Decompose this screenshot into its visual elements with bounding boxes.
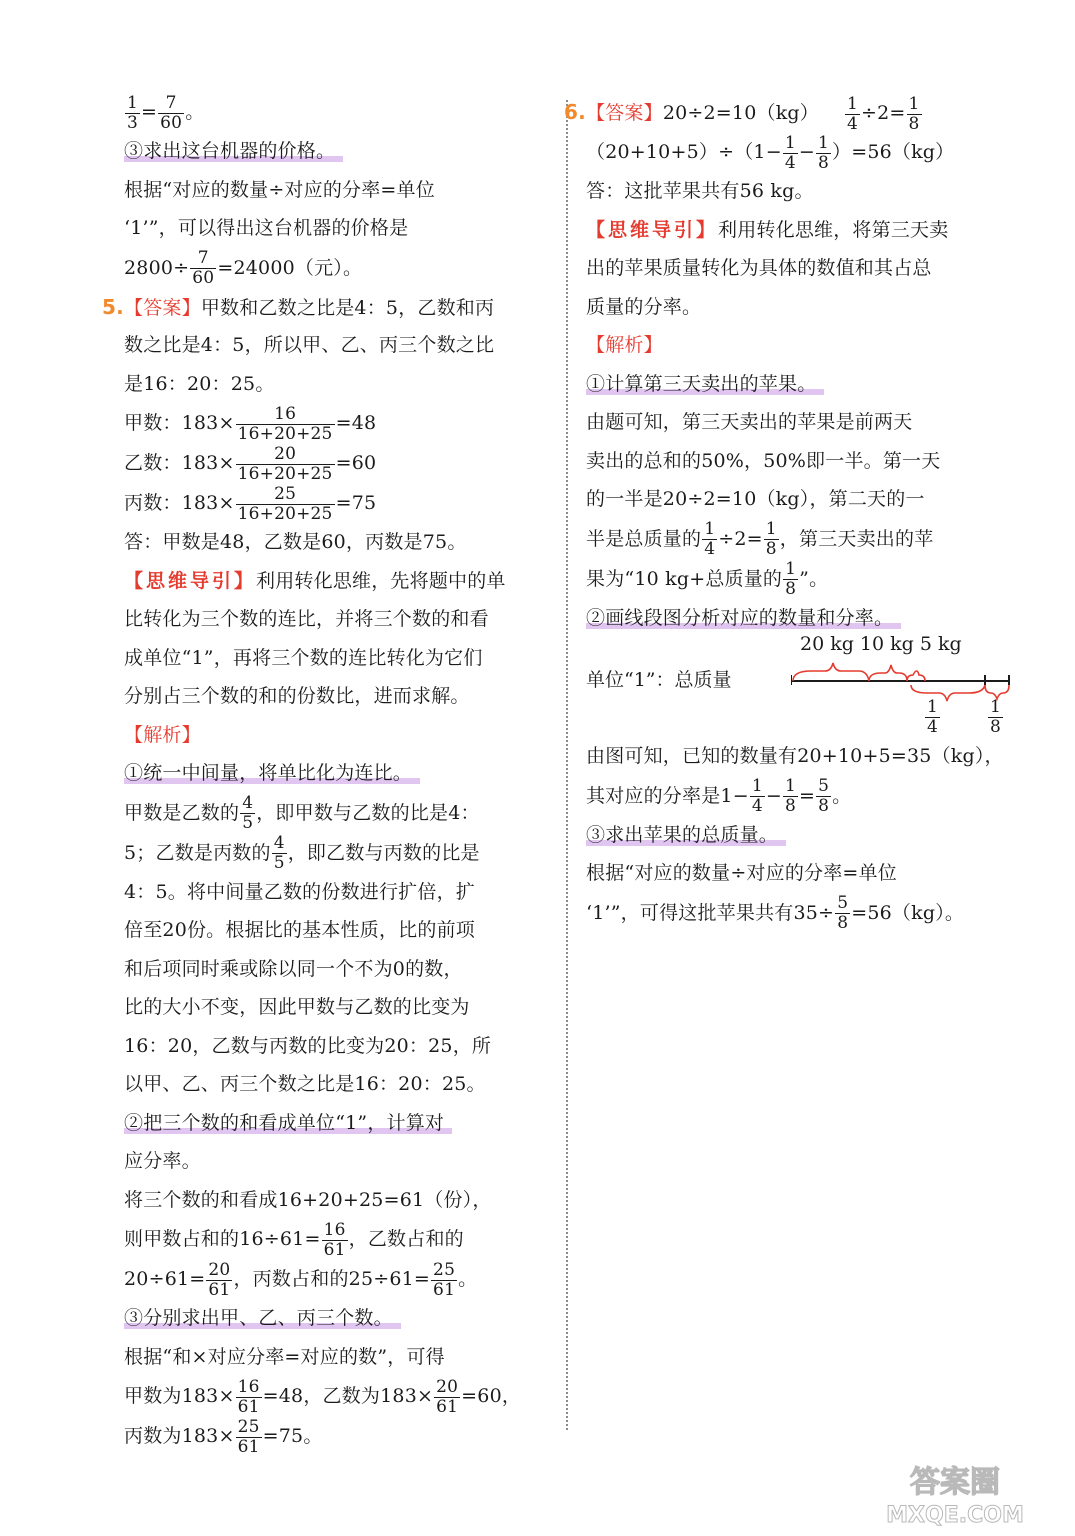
fraction: $\frac{20}{61}$ bbox=[436, 1376, 459, 1417]
step-heading: ①计算第三天卖出的苹果。 bbox=[586, 365, 1032, 404]
text-line: 成单位“1”，再将三个数的连比转化为它们 bbox=[124, 646, 483, 669]
equation-line: 乙数：183× $\frac{20}{16+20+25}$ =60 bbox=[124, 443, 377, 484]
text-line: 出的苹果质量转化为具体的数值和其占总 bbox=[586, 257, 932, 279]
segment-quantities: 20 kg 10 kg 5 kg bbox=[800, 633, 962, 655]
column-divider bbox=[566, 100, 568, 1430]
equation-line: 甲数：183× $\frac{16}{16+20+25}$ =48 bbox=[124, 403, 377, 444]
text-line: $\frac{1}{3}$ = $\frac{7}{60}$ 。 bbox=[127, 92, 205, 133]
step-heading: ③分别求出甲、乙、丙三个数。 bbox=[124, 1299, 552, 1338]
step-heading: ③求出这台机器的价格。 bbox=[124, 132, 552, 171]
fraction: $\frac{1}{8}$ bbox=[784, 776, 796, 816]
text-line: 5；乙数是丙数的 $\frac{4}{5}$ ，即乙数与丙数的比是 bbox=[124, 833, 480, 873]
fraction: $\frac{16}{61}$ bbox=[237, 1376, 260, 1417]
text-line: 则甲数占和的16÷61= $\frac{16}{61}$ ，乙数占和的 bbox=[124, 1219, 464, 1260]
right-column bbox=[564, 92, 1032, 933]
question-number: 5. bbox=[102, 294, 124, 319]
text-line: 16：20，乙数与丙数的比变为20：25，所 bbox=[124, 1034, 492, 1057]
question-number: 6. bbox=[564, 100, 586, 124]
fraction: $\frac{1}{8}$ bbox=[785, 559, 797, 599]
segment-fraction-eighth: $\frac{1}{8}$ bbox=[990, 697, 1001, 737]
segment-label: 单位“1”：总质量 bbox=[586, 669, 732, 691]
question-6-answer: 6.【答案】20÷2=10（kg） $\frac{1}{4}$ ÷2= $\frac{1}{8}$ bbox=[564, 93, 920, 134]
step-heading: ③求出苹果的总质量。 bbox=[586, 816, 1032, 855]
fraction: $\frac{1}{8}$ bbox=[765, 519, 777, 559]
fraction: $\frac{1}{8}$ bbox=[817, 132, 829, 173]
fraction: $\frac{1}{4}$ bbox=[751, 776, 763, 816]
text-line: ‘1’”，可以得出这台机器的价格是 bbox=[124, 217, 409, 239]
text-line: 比的大小不变，因此甲数与乙数的比变为 bbox=[124, 996, 470, 1018]
analysis-tag: 【解析】 bbox=[586, 334, 663, 356]
fraction: $\frac{1}{3}$ bbox=[127, 92, 139, 133]
question-5-answer: 5.【答案】甲数和乙数之比是4：5，乙数和丙 bbox=[124, 288, 552, 327]
fraction: $\frac{1}{4}$ bbox=[704, 519, 716, 559]
text-line: 比转化为三个数的连比，并将三个数的和看 bbox=[124, 608, 489, 630]
fraction: $\frac{5}{8}$ bbox=[837, 893, 849, 933]
guide-tag: 【思维导引】 bbox=[124, 569, 257, 592]
text-line: 卖出的总和的50%，50%即一半。第一天 bbox=[586, 449, 941, 472]
step-heading: ②画线段图分析对应的数量和分率。 bbox=[586, 599, 1032, 638]
fraction: $\frac{20}{16+20+25}$ bbox=[237, 443, 333, 484]
text-line: 其对应的分率是1− $\frac{1}{4}$ − $\frac{1}{8}$ = $\frac{5}{8}$ 。 bbox=[586, 776, 852, 816]
text-line: 甲数为183× $\frac{16}{61}$ =48，乙数为183× $\frac{20}{61}$ =60， bbox=[124, 1376, 522, 1417]
text-line: 4：5。将中间量乙数的份数进行扩倍，扩 bbox=[124, 880, 475, 903]
fraction: $\frac{7}{60}$ bbox=[160, 92, 183, 133]
svg-text:答案圈: 答案圈 bbox=[910, 1465, 1000, 1500]
fraction: $\frac{4}{5}$ bbox=[242, 793, 254, 833]
equation-line: 丙数：183× $\frac{25}{16+20+25}$ =75 bbox=[124, 483, 377, 524]
answer-tag: 【答案】 bbox=[586, 102, 663, 124]
text-line: 20÷61= $\frac{20}{61}$ ，丙数占和的25÷61= $\frac{25}{61}$ 。 bbox=[124, 1259, 478, 1300]
text-line: 以甲、乙、丙三个数之比是16：20：25。 bbox=[124, 1073, 486, 1095]
step-heading: ②把三个数的和看成单位“1”，计算对 bbox=[124, 1104, 552, 1143]
fraction: $\frac{16}{16+20+25}$ bbox=[237, 403, 333, 444]
left-column bbox=[102, 92, 552, 1457]
fraction: $\frac{5}{8}$ bbox=[818, 776, 830, 816]
step-heading: ①统一中间量，将单比化为连比。 bbox=[124, 754, 552, 793]
text-line: 将三个数的和看成16+20+25=61（份）， bbox=[124, 1188, 492, 1211]
text-line: 根据“对应的数量÷对应的分率=单位 bbox=[124, 178, 435, 201]
text-line: ‘1’”，可得这批苹果共有35÷ $\frac{5}{8}$ =56（kg）。 bbox=[586, 893, 965, 933]
fraction: $\frac{1}{4}$ bbox=[846, 93, 858, 134]
text-line: 根据“和×对应分率=对应的数”，可得 bbox=[124, 1345, 445, 1368]
fraction: $\frac{20}{61}$ bbox=[208, 1259, 231, 1300]
equation-line: （20+10+5）÷（1− $\frac{1}{4}$ − $\frac{1}{8}$ ）=56（kg） bbox=[586, 132, 955, 173]
segment-line-graphic bbox=[791, 647, 1016, 747]
fraction: $\frac{16}{61}$ bbox=[323, 1219, 346, 1260]
text-line: 根据“对应的数量÷对应的分率=单位 bbox=[586, 862, 897, 884]
fraction: $\frac{7}{60}$ bbox=[192, 248, 215, 288]
segment-diagram bbox=[586, 633, 1032, 737]
text-line: 是16：20：25。 bbox=[124, 372, 275, 395]
answer-line: 答：这批苹果共有56 kg。 bbox=[586, 180, 814, 202]
guide-tag: 【思维导引】 bbox=[586, 218, 719, 241]
text-line: 丙数为183× $\frac{25}{61}$ =75。 bbox=[124, 1416, 323, 1457]
text-line: 和后项同时乘或除以同一个不为0的数， bbox=[124, 957, 463, 980]
fraction: $\frac{25}{16+20+25}$ bbox=[237, 483, 333, 524]
text-line: 应分率。 bbox=[124, 1150, 201, 1172]
text-line: 甲数是乙数的 $\frac{4}{5}$ ，即甲数与乙数的比是4： bbox=[124, 793, 480, 833]
text-line: 数之比是4：5，所以甲、乙、丙三个数之比 bbox=[124, 334, 495, 356]
text-line: 由题可知，第三天卖出的苹果是前两天 bbox=[586, 411, 913, 433]
text-line: 质量的分率。 bbox=[586, 295, 702, 318]
text-line: 分别占三个数的和的份数比，进而求解。 bbox=[124, 685, 470, 707]
text-line: 的一半是20÷2=10（kg），第二天的一 bbox=[586, 488, 925, 510]
site-watermark-logo bbox=[865, 1458, 1045, 1528]
text-line: 由图可知，已知的数量有20+10+5=35（kg）， bbox=[586, 745, 1004, 767]
guide-line: 【思维导引】利用转化思维，将第三天卖 bbox=[586, 218, 949, 241]
analysis-tag: 【解析】 bbox=[124, 723, 201, 746]
fraction: $\frac{1}{4}$ bbox=[784, 132, 796, 173]
text-line: 半是总质量的 $\frac{1}{4}$ ÷2= $\frac{1}{8}$ ，第三天卖出的苹 bbox=[586, 519, 934, 559]
guide-line: 【思维导引】利用转化思维，先将题中的单 bbox=[124, 569, 506, 592]
text-line: 2800÷ $\frac{7}{60}$ =24000（元）。 bbox=[124, 248, 363, 288]
fraction: $\frac{1}{8}$ bbox=[908, 93, 920, 134]
svg-text:MXQE.COM: MXQE.COM bbox=[886, 1503, 1024, 1528]
fraction: $\frac{4}{5}$ bbox=[273, 833, 285, 873]
text-line: 倍至20份。根据比的基本性质，比的前项 bbox=[124, 919, 475, 941]
text-line: 果为“10 kg+总质量的 $\frac{1}{8}$ ”。 bbox=[586, 559, 829, 599]
answer-tag: 【答案】 bbox=[124, 296, 201, 319]
fraction: $\frac{25}{61}$ bbox=[433, 1259, 456, 1300]
answer-line: 答：甲数是48，乙数是60，丙数是75。 bbox=[124, 531, 467, 553]
fraction: $\frac{25}{61}$ bbox=[237, 1416, 260, 1457]
segment-fraction-quarter: $\frac{1}{4}$ bbox=[927, 697, 938, 737]
